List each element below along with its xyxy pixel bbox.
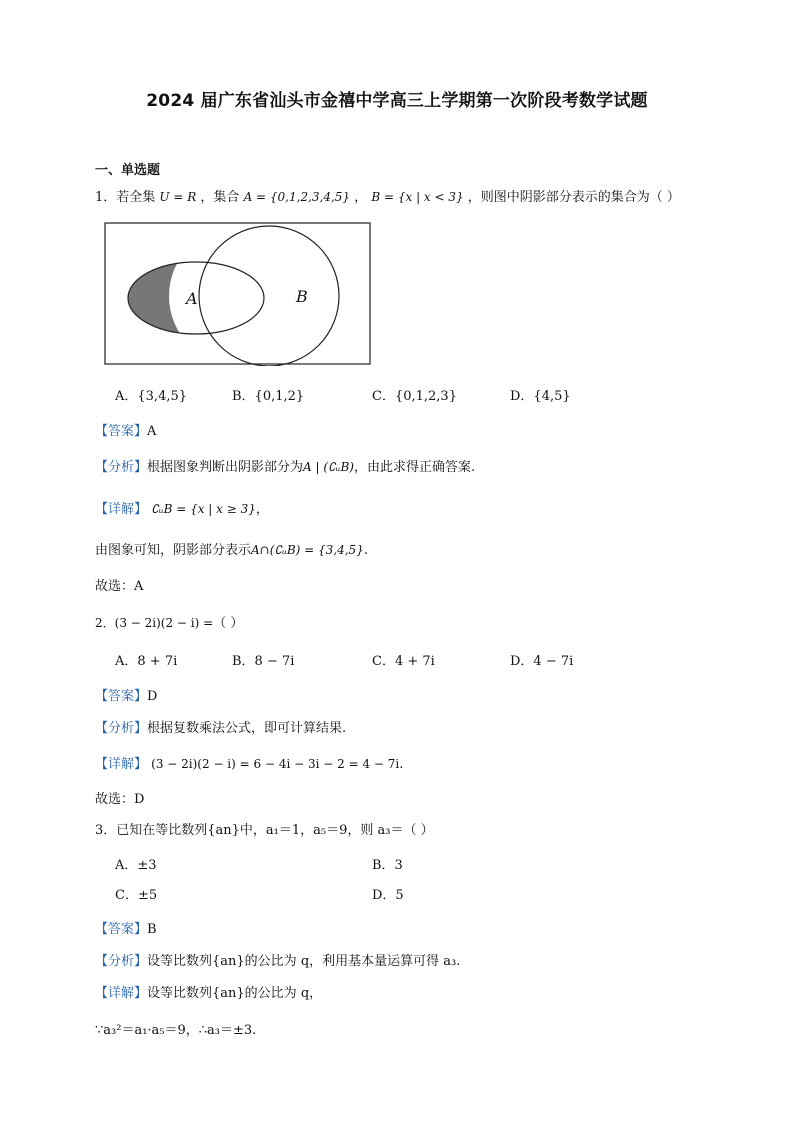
q2-option-a: A．8 + 7i	[115, 654, 178, 669]
answer-value: D	[147, 689, 158, 704]
q3-analysis	[95, 953, 460, 971]
q1-option-d: D．{4,5}	[510, 389, 571, 404]
q1-stem-a: 1．若全集	[95, 190, 156, 205]
answer-value: B	[147, 922, 157, 937]
page-title: 2024 届广东省汕头市金禧中学高三上学期第一次阶段考数学试题	[146, 91, 648, 111]
q1-stem-b: ，集合	[200, 190, 240, 205]
q3-detail-line2: ∵a₃²＝a₁·a₅＝9，∴a₃＝±3.	[95, 1023, 257, 1038]
answer-value: A	[147, 424, 157, 439]
analysis-end: ，由此求得正确答案.	[353, 460, 476, 475]
q2-answer	[95, 688, 157, 706]
detail-line2-expr: A∩(∁ᵤB) = {3,4,5}	[251, 543, 364, 557]
answer-tag: 【答案】	[95, 424, 148, 439]
q1-choose: 故选：A	[95, 579, 144, 594]
q1-detail	[95, 500, 269, 519]
analysis-tag: 【分析】	[95, 954, 148, 969]
q2-option-c: C．4 + 7i	[372, 654, 435, 669]
q3-detail	[95, 985, 322, 1003]
q1-set-b: B = {x | x < 3}	[371, 190, 464, 204]
q2-analysis	[95, 720, 346, 738]
q1-analysis	[95, 458, 475, 477]
analysis-tag: 【分析】	[95, 721, 148, 736]
q2-detail	[95, 755, 403, 774]
q2-stem-end: （ ）	[213, 616, 244, 631]
answer-tag: 【答案】	[95, 922, 148, 937]
analysis-expr: A | (∁ᵤB)	[303, 460, 354, 474]
detail-end: .	[399, 757, 404, 772]
venn-label-b: B	[296, 287, 308, 306]
detail-tag: 【详解】	[95, 986, 148, 1001]
analysis-text: 根据复数乘法公式，即可计算结果.	[147, 721, 347, 736]
q1-option-a: A．{3,4,5}	[115, 389, 188, 404]
q2-choose: 故选：D	[95, 792, 145, 807]
q3-answer	[95, 921, 157, 939]
q1-option-c: C．{0,1,2,3}	[372, 389, 457, 404]
detail-tag: 【详解】	[95, 757, 148, 772]
analysis-text: 根据图象判断出阴影部分为	[147, 460, 304, 475]
q1-detail-line2	[95, 541, 368, 560]
detail-end: ，	[255, 502, 269, 517]
detail-text: 设等比数列{an}的公比为 q，	[147, 986, 323, 1001]
analysis-tag: 【分析】	[95, 460, 148, 475]
detail-tag: 【详解】	[95, 502, 148, 517]
q3-option-d: D．5	[372, 888, 404, 903]
detail-line2-end: .	[363, 543, 368, 558]
q1-universal-set: U = R	[159, 190, 197, 204]
q1-answer	[95, 423, 156, 441]
q1-stem-c: ，	[354, 190, 368, 205]
q1-stem-d: ，则图中阴影部分表示的集合为（ ）	[467, 190, 680, 205]
question-1-stem	[95, 188, 680, 207]
q2-stem-expr: 2．(3 − 2i)(2 − i) =	[95, 616, 214, 630]
set-b-circle	[199, 226, 339, 366]
q1-option-b: B．{0,1,2}	[232, 389, 305, 404]
detail-line2-text: 由图象可知，阴影部分表示	[95, 543, 252, 558]
detail-expr: (3 − 2i)(2 − i) = 6 − 4i − 3i − 2 = 4 − 7i	[151, 757, 400, 771]
question-2-stem	[95, 614, 243, 633]
q3-option-a: A．±3	[115, 858, 157, 873]
q1-set-a: A = {0,1,2,3,4,5}	[243, 190, 351, 204]
section-heading: 一、单选题	[95, 163, 161, 178]
question-3-stem: 3．已知在等比数列{an}中，a₁＝1，a₅＝9，则 a₃＝（ ）	[95, 823, 434, 838]
analysis-text: 设等比数列{an}的公比为 q，利用基本量运算可得 a₃.	[147, 954, 461, 969]
q3-option-b: B．3	[372, 858, 403, 873]
detail-expr: ∁ᵤB = {x | x ≥ 3}	[151, 502, 256, 516]
q3-option-c: C．±5	[115, 888, 158, 903]
q2-option-b: B．8 − 7i	[232, 654, 295, 669]
answer-tag: 【答案】	[95, 689, 148, 704]
q2-option-d: D．4 − 7i	[510, 654, 574, 669]
venn-diagram	[104, 222, 372, 366]
venn-label-a: A	[186, 289, 198, 308]
